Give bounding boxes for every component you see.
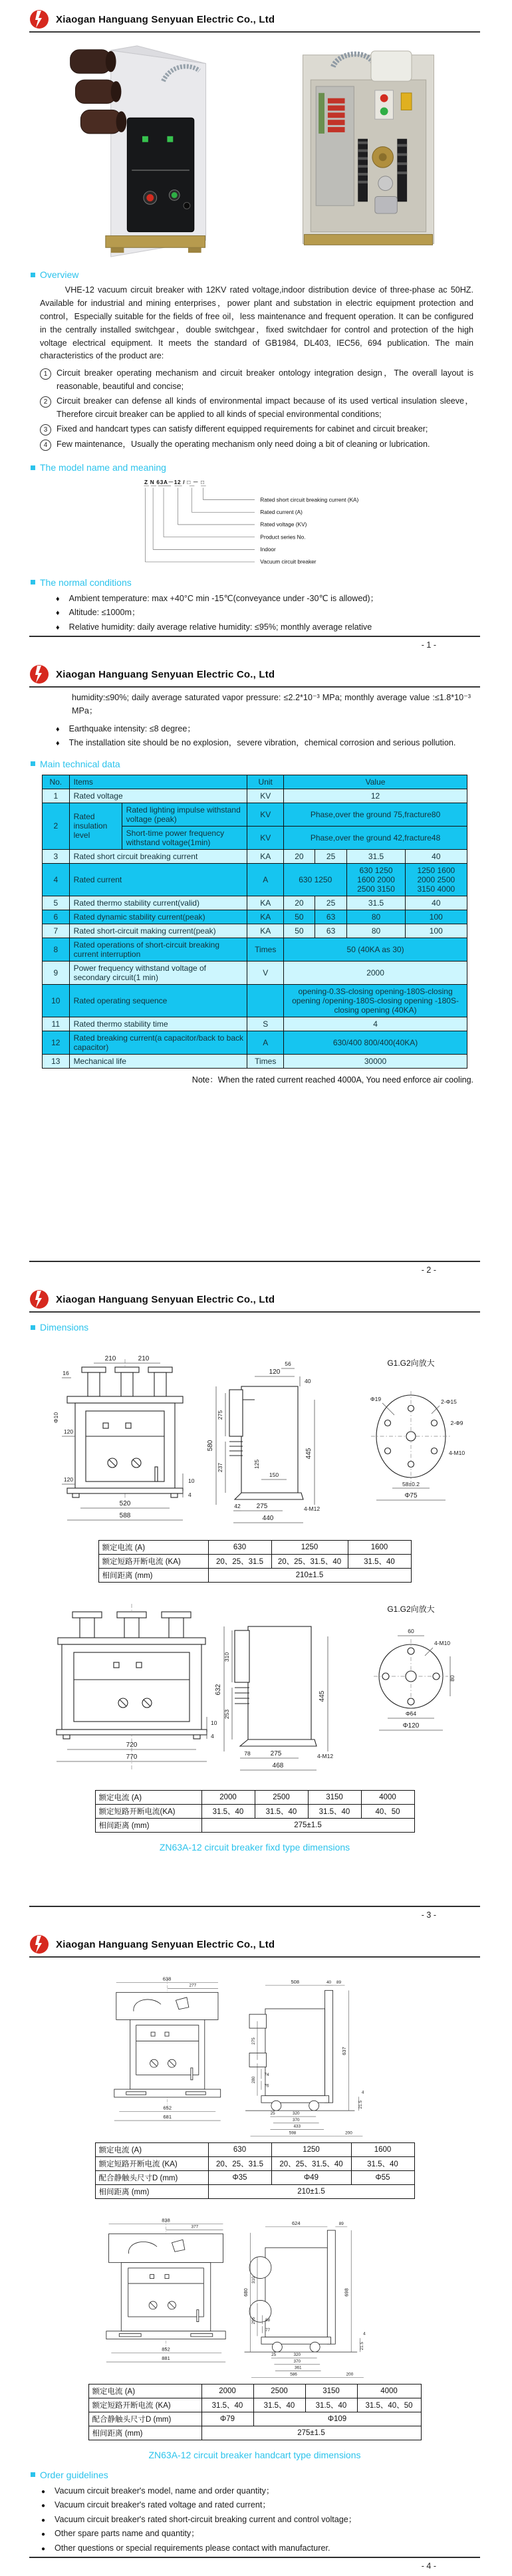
svg-text:25: 25 xyxy=(271,2353,277,2358)
detail-title: G1.G2向放大 xyxy=(387,1605,435,1614)
main-technical-data-heading: Main technical data xyxy=(31,759,480,769)
circled-number: 1 xyxy=(40,368,51,380)
table-row: 配合静触头尺寸D (mm) Φ35 Φ49 Φ55 xyxy=(95,2170,414,2184)
svg-text:624: 624 xyxy=(292,2220,301,2226)
svg-text:320: 320 xyxy=(292,2111,300,2117)
svg-text:58±0.2: 58±0.2 xyxy=(402,1481,420,1487)
fixed-type-drawing-large xyxy=(35,1587,474,1786)
svg-text:88: 88 xyxy=(265,2317,271,2323)
svg-text:295: 295 xyxy=(251,2317,257,2325)
svg-text:60: 60 xyxy=(408,1628,414,1634)
svg-text:200: 200 xyxy=(346,2372,354,2377)
page-2 xyxy=(0,655,512,1280)
fixed-type-table-small xyxy=(98,1540,412,1583)
svg-text:Indoor: Indoor xyxy=(260,546,276,553)
order-item: ● Other spare parts name and quantity； xyxy=(41,2527,473,2541)
svg-text:40: 40 xyxy=(305,1378,311,1384)
page-number: - 3 - xyxy=(421,1910,436,1920)
svg-text:370: 370 xyxy=(293,2359,301,2364)
fixed-type-drawing-small xyxy=(35,1337,474,1536)
drive-bracket xyxy=(371,51,412,81)
table-row: 10 Rated operating sequence opening-0.3S-closing opening-180S-closing opening /opening-180S-closing opening -180S- closing opening (40KA) xyxy=(43,984,467,1017)
table-row: 3 Rated short circuit breaking current KA 20 25 31.5 40 xyxy=(43,849,467,863)
svg-text:445: 445 xyxy=(319,1690,326,1702)
svg-text:681: 681 xyxy=(163,2114,172,2121)
svg-text:280: 280 xyxy=(251,2076,257,2084)
svg-text:Product series No.: Product series No. xyxy=(260,533,306,541)
square-bullet-icon xyxy=(31,580,35,584)
handcart-type-table-small xyxy=(95,2142,415,2199)
svg-text:89: 89 xyxy=(336,1980,342,1985)
svg-text:25: 25 xyxy=(270,2111,275,2117)
svg-text:698: 698 xyxy=(343,2288,350,2297)
svg-text:Rated voltage (KV): Rated voltage (KV) xyxy=(260,521,307,529)
svg-text:253: 253 xyxy=(223,1709,230,1720)
table-row: 1 Rated voltage KV 12 xyxy=(43,789,467,803)
model-branch-labels xyxy=(260,497,358,565)
table-row: 额定短路开断电流(KA) 31.5、40 31.5、40 31.5、40 40、50 xyxy=(95,1805,414,1819)
side-view xyxy=(245,1979,364,2136)
table-row: 11 Rated thermo stability time S 4 xyxy=(43,1017,467,1031)
table-row: 7 Rated short-circuit making current(peak) KA 50 63 80 100 xyxy=(43,924,467,938)
table-row: 额定短路开断电流 (KA) 31.5、40 31.5、40 31.5、40 31.5、40、50 xyxy=(88,2398,421,2412)
svg-text:21.5: 21.5 xyxy=(360,2341,365,2351)
order-guidelines-list xyxy=(41,2484,473,2555)
condition-item: ♦ Earthquake intensity: ≤8 degree； xyxy=(56,722,473,736)
svg-text:445: 445 xyxy=(305,1448,313,1460)
svg-text:588: 588 xyxy=(119,1512,131,1519)
svg-text:275: 275 xyxy=(256,1503,268,1510)
table-row: 5 Rated thermo stability current(valid) KA 20 25 31.5 40 xyxy=(43,896,467,910)
svg-text:4-M10: 4-M10 xyxy=(434,1640,451,1646)
front-panel xyxy=(127,118,193,231)
svg-text:2-Φ15: 2-Φ15 xyxy=(441,1398,457,1405)
svg-text:320: 320 xyxy=(293,2353,301,2358)
svg-text:4: 4 xyxy=(361,2090,364,2095)
table-row: 相间距离 (mm) 275±1.5 xyxy=(88,2426,421,2440)
svg-text:275: 275 xyxy=(217,1410,223,1420)
overview-paragraph: VHE-12 vacuum circuit breaker with 12KV rated voltage,indoor distribution device of three-phase ac 50HZ. Available for industrial and mining enterprises，power plant and substation in electric equipment protection and control，Especially suitable for the fields of free oil，less maintenance and frequent operation. It can be configured in the centrally installed switchgear，double switchgear，fixed switchdaer for control and protection of the high voltage electrical equipment. It meets the standard of GB1984, DL403, IEC56, 694 publication. The main characteristics of the product are: xyxy=(40,285,473,361)
model-code: Z N 63A－12 / □ － □ xyxy=(144,479,205,486)
table-row: 相间距离 (mm) 210±1.5 xyxy=(98,1569,411,1583)
table-row: 4 Rated current A 630 1250 630 1250 1600 2000 2500 3150 1250 1600 2000 2500 3150 4000 xyxy=(43,863,467,896)
svg-text:74: 74 xyxy=(264,2072,269,2077)
condition-item: ♦ Altitude: ≤1000m； xyxy=(56,606,473,620)
svg-text:4-M12: 4-M12 xyxy=(317,1753,334,1759)
svg-text:Φ10: Φ10 xyxy=(53,1412,59,1424)
technical-data-table xyxy=(42,775,467,1069)
table-row: 9 Power frequency withstand voltage of secondary circuit(1 min) V 2000 xyxy=(43,961,467,984)
square-bullet-icon xyxy=(31,273,35,277)
svg-text:80: 80 xyxy=(449,1675,455,1682)
svg-text:580: 580 xyxy=(207,1440,214,1452)
normal-conditions-heading: The normal conditions xyxy=(31,577,480,588)
secondary-terminals xyxy=(316,86,354,205)
svg-text:77: 77 xyxy=(265,2327,271,2333)
table-row: 额定短路开断电流 (KA) 20、25、31.5 20、25、31.5、40 31.5、40 xyxy=(95,2156,414,2170)
condition-item: ♦ The installation site should be no explosion，severe vibration，chemical corrosion and serious pollution. xyxy=(56,736,473,750)
table-row: 额定短路开断电流 (KA) 20、25、31.5 20、25、31.5、40 31.5、40 xyxy=(98,1555,411,1569)
condition-item: ♦ Ambient temperature: max +40°C min -15℃(conveyance under -30℃ is allowed)； xyxy=(56,592,473,606)
svg-text:4: 4 xyxy=(188,1491,192,1498)
circled-number: 3 xyxy=(40,424,51,436)
model-name-diagram xyxy=(49,477,461,569)
svg-text:10: 10 xyxy=(211,1720,217,1726)
circled-number: 4 xyxy=(40,440,51,451)
svg-text:275: 275 xyxy=(251,2037,257,2045)
base-frame xyxy=(304,235,432,245)
svg-text:Rated short circuit breaking c: Rated short circuit breaking current (KA) xyxy=(260,496,359,503)
side-view xyxy=(243,2220,366,2377)
svg-text:838: 838 xyxy=(162,2217,170,2224)
page-footer xyxy=(29,1906,480,1921)
front-view xyxy=(57,1604,217,1771)
order-guidelines-heading: Order guidelines xyxy=(31,2470,480,2480)
conditions-list-continued xyxy=(56,722,473,751)
svg-text:680: 680 xyxy=(243,2288,249,2297)
svg-text:520: 520 xyxy=(119,1500,131,1507)
svg-text:377: 377 xyxy=(191,2224,199,2230)
feature-item: 1 Circuit breaker operating mechanism and circuit breaker ontology integration design，The overall layout is reasonable, beautiful and concise; xyxy=(40,367,473,393)
svg-text:361: 361 xyxy=(294,2365,302,2371)
table-note: Note：When the rated current reached 4000A, You need enforce air cooling. xyxy=(192,1075,473,1085)
svg-text:310: 310 xyxy=(223,1652,230,1662)
svg-text:Rated current (A): Rated current (A) xyxy=(260,509,303,516)
svg-text:Φ64: Φ64 xyxy=(405,1710,417,1717)
svg-text:586: 586 xyxy=(290,2372,297,2377)
side-view xyxy=(215,1626,333,1770)
page-header xyxy=(29,1289,480,1313)
svg-text:508: 508 xyxy=(291,1978,300,1985)
conditions-list xyxy=(56,592,473,634)
product-photo-mechanism xyxy=(291,41,446,260)
product-photo-front xyxy=(64,41,218,260)
handcart-type-drawing-small xyxy=(29,1962,481,2138)
svg-text:150: 150 xyxy=(269,1472,279,1478)
square-bullet-icon xyxy=(31,761,35,766)
feature-item: 3 Fixed and handcart types can satisfy different equipped requirements for cabinet and circuit breaker; xyxy=(40,423,473,436)
order-item: ● Other questions or special requirements please contact with manufacturer. xyxy=(41,2541,473,2555)
company-name: Xiaogan Hanguang Senyuan Electric Co., Ltd xyxy=(56,13,275,25)
svg-text:120: 120 xyxy=(269,1368,281,1376)
svg-text:16: 16 xyxy=(63,1370,69,1376)
svg-text:Φ19: Φ19 xyxy=(370,1396,382,1402)
model-branch-lines xyxy=(145,488,255,562)
conditions-continuation: humidity:≤90%; daily average saturated vapor pressure: ≤2.2*10⁻³ MPa; monthly average value :≤1.8*10⁻³ MPa； xyxy=(72,693,471,715)
svg-text:Vacuum circuit breaker: Vacuum circuit breaker xyxy=(260,559,317,566)
table-row: 相间距离 (mm) 275±1.5 xyxy=(95,1819,414,1833)
company-logo-icon xyxy=(29,1289,49,1309)
page-1 xyxy=(0,0,512,655)
table-header-row: No. Items Unit Value xyxy=(43,775,467,789)
table-row: 8 Rated operations of short-circuit breaking current interruption Times 50 (40KA as 30) xyxy=(43,938,467,961)
page-number: - 1 - xyxy=(421,640,436,650)
product-photos xyxy=(29,39,480,261)
page-number: - 4 - xyxy=(421,2561,436,2571)
svg-text:652: 652 xyxy=(163,2105,172,2111)
svg-text:Φ120: Φ120 xyxy=(402,1722,420,1730)
svg-text:310: 310 xyxy=(251,2276,257,2284)
svg-text:237: 237 xyxy=(217,1462,223,1473)
circled-number: 2 xyxy=(40,396,51,408)
page-header xyxy=(29,1934,480,1958)
feature-item: 2 Circuit breaker can defense all kinds of environmental impact because of its used vertical insulation sleeve，Therefore circuit breaker can be applied to all kinds of special environmental conditions; xyxy=(40,395,473,421)
svg-text:852: 852 xyxy=(162,2346,170,2353)
detail-view xyxy=(374,1604,455,1730)
company-name: Xiaogan Hanguang Senyuan Electric Co., Ltd xyxy=(56,668,275,680)
company-name: Xiaogan Hanguang Senyuan Electric Co., Ltd xyxy=(56,1293,275,1305)
svg-text:277: 277 xyxy=(189,1983,197,1988)
svg-text:4-M12: 4-M12 xyxy=(304,1505,320,1512)
svg-text:440: 440 xyxy=(262,1515,274,1522)
company-logo-icon xyxy=(29,664,49,684)
company-logo-icon xyxy=(29,1934,49,1954)
svg-text:632: 632 xyxy=(215,1684,222,1696)
fixed-type-table-large xyxy=(95,1790,415,1833)
order-item: ● Vacuum circuit breaker's rated voltage and rated current； xyxy=(41,2498,473,2512)
detail-view xyxy=(370,1358,465,1500)
svg-text:638: 638 xyxy=(162,1976,172,1982)
svg-text:4: 4 xyxy=(363,2331,366,2337)
page-footer xyxy=(29,1261,480,1276)
svg-text:76: 76 xyxy=(264,2083,269,2089)
svg-text:4: 4 xyxy=(211,1733,214,1739)
front-view xyxy=(53,1355,195,1520)
svg-text:2-Φ9: 2-Φ9 xyxy=(450,1420,463,1426)
detail-title: G1.G2向放大 xyxy=(387,1358,435,1368)
table-row: 额定电流 (A) 630 1250 1600 xyxy=(95,2142,414,2156)
page-header xyxy=(29,664,480,688)
front-view xyxy=(106,2217,225,2362)
table-row: 6 Rated dynamic stability current(peak) KA 50 63 80 100 xyxy=(43,910,467,924)
order-item: ● Vacuum circuit breaker's rated short-circuit breaking current and control voltage； xyxy=(41,2513,473,2527)
svg-text:770: 770 xyxy=(126,1753,138,1761)
svg-text:433: 433 xyxy=(293,2124,301,2129)
handcart-type-caption: ZN63A-12 circuit breaker handcart type dimensions xyxy=(148,2449,361,2460)
svg-text:370: 370 xyxy=(292,2117,300,2123)
side-view xyxy=(207,1360,320,1523)
feature-item: 4 Few maintenance，Usually the operating mechanism only need doing a bit of cleaning or lubrication. xyxy=(40,438,473,451)
svg-text:56: 56 xyxy=(285,1360,291,1367)
handcart-type-table-large xyxy=(88,2384,422,2440)
table-row: 额定电流 (A) 630 1250 1600 xyxy=(98,1541,411,1555)
svg-text:4-M10: 4-M10 xyxy=(448,1450,465,1456)
svg-text:200: 200 xyxy=(345,2130,352,2136)
svg-text:720: 720 xyxy=(126,1741,138,1749)
page-3 xyxy=(0,1280,512,1925)
table-row: 2 Rated insulation level Rated lighting impulse withstand voltage (peak) KV Phase,over the ground 75,fracture80 xyxy=(43,803,467,826)
company-logo-icon xyxy=(29,9,49,29)
svg-text:881: 881 xyxy=(162,2355,170,2362)
svg-text:Φ75: Φ75 xyxy=(404,1492,418,1499)
svg-text:275: 275 xyxy=(270,1750,282,1757)
svg-text:210: 210 xyxy=(104,1355,116,1362)
square-bullet-icon xyxy=(31,465,35,470)
svg-text:120: 120 xyxy=(63,1428,74,1435)
condition-item: ♦ Relative humidity: daily average relative humidity: ≤95%; monthly average relative xyxy=(56,620,473,634)
model-name-heading: The model name and meaning xyxy=(31,462,480,473)
svg-text:40: 40 xyxy=(326,1980,332,1985)
square-bullet-icon xyxy=(31,1325,35,1330)
page-number: - 2 - xyxy=(421,1265,436,1275)
svg-text:21.5: 21.5 xyxy=(358,2100,363,2109)
page-footer xyxy=(29,636,480,651)
company-name: Xiaogan Hanguang Senyuan Electric Co., Ltd xyxy=(56,1938,275,1950)
dimensions-heading: Dimensions xyxy=(31,1322,480,1333)
svg-text:598: 598 xyxy=(289,2130,297,2136)
front-view xyxy=(114,1976,221,2121)
square-bullet-icon xyxy=(31,2472,35,2477)
svg-text:120: 120 xyxy=(63,1476,74,1483)
feature-list xyxy=(40,367,473,453)
svg-text:78: 78 xyxy=(244,1750,251,1757)
svg-text:210: 210 xyxy=(138,1355,150,1362)
fixed-type-caption: ZN63A-12 circuit breaker fixd type dimensions xyxy=(159,1842,350,1853)
svg-text:42: 42 xyxy=(234,1503,241,1509)
table-row: Short-time power frequency withstand voltage(1min) KV Phase,over the ground 42,fracture48 xyxy=(43,826,467,849)
table-row: 额定电流 (A) 2000 2500 3150 4000 xyxy=(95,1791,414,1805)
table-row: 13 Mechanical life Times 30000 xyxy=(43,1054,467,1068)
page-header xyxy=(29,9,480,33)
svg-text:89: 89 xyxy=(338,2221,344,2226)
svg-text:468: 468 xyxy=(272,1762,284,1769)
handcart-type-drawing-large xyxy=(29,2203,481,2380)
table-row: 配合静触头尺寸D (mm) Φ79 Φ109 xyxy=(88,2412,421,2426)
table-row: 12 Rated breaking current(a capacitor/back to back capacitor) A 630/400 800/400(40KA) xyxy=(43,1031,467,1054)
base-frame xyxy=(106,236,205,253)
table-row: 额定电流 (A) 2000 2500 3150 4000 xyxy=(88,2384,421,2398)
page-footer xyxy=(29,2557,480,2572)
svg-text:10: 10 xyxy=(188,1478,195,1484)
table-row: 相间距离 (mm) 210±1.5 xyxy=(95,2184,414,2198)
page-4 xyxy=(0,1925,512,2576)
order-item: ● Vacuum circuit breaker's model, name and order quantity； xyxy=(41,2484,473,2498)
overview-heading: Overview xyxy=(31,269,480,280)
svg-text:637: 637 xyxy=(340,2047,347,2055)
svg-text:125: 125 xyxy=(253,1459,260,1470)
